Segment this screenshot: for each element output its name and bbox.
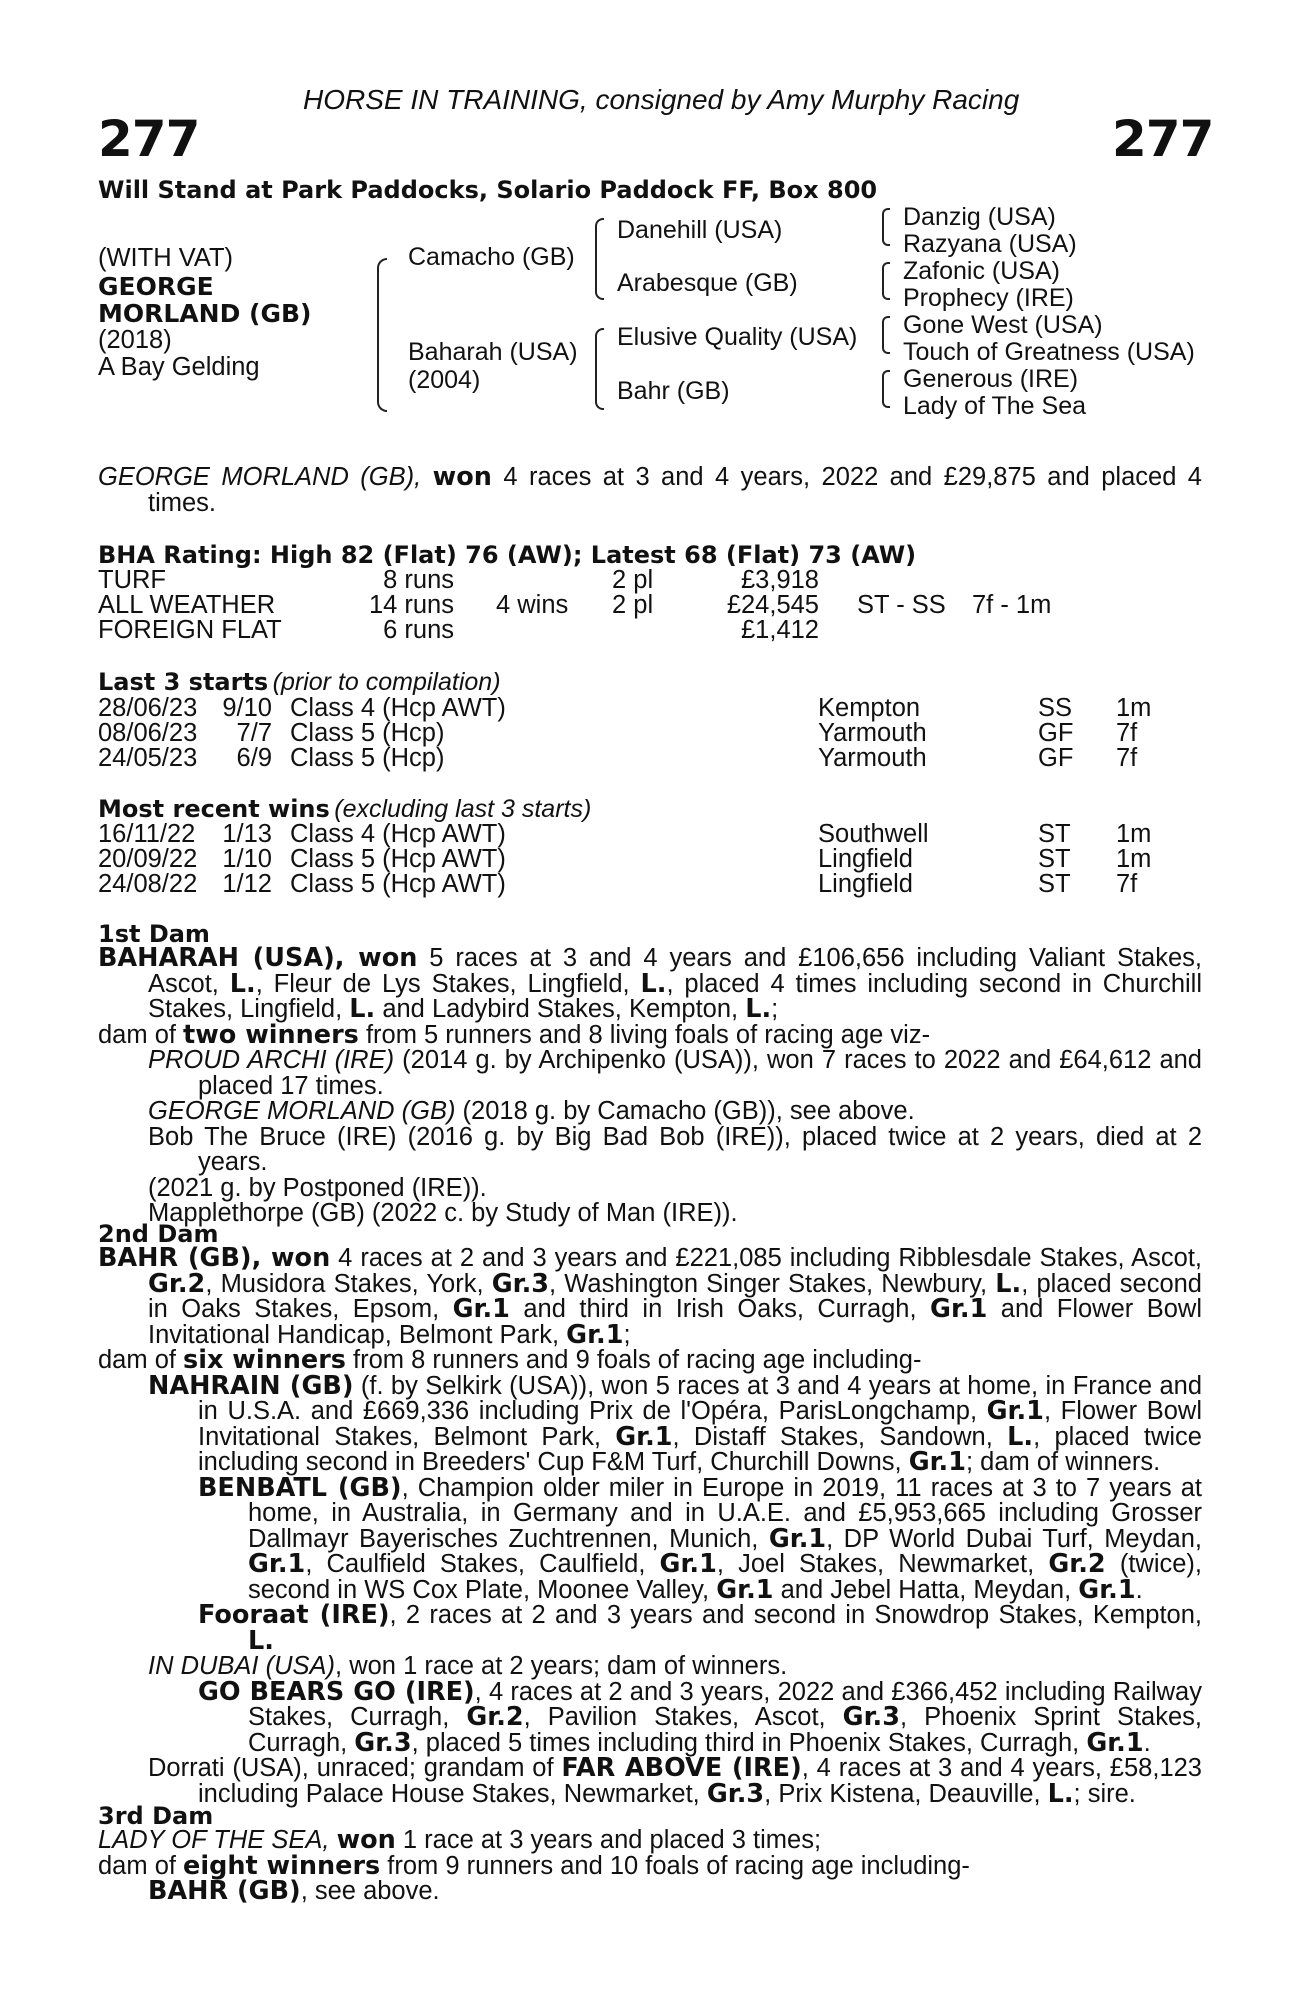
record-runs: 6 runs [383, 616, 454, 644]
recent-wins-heading: Most recent wins (excluding last 3 starts) [98, 795, 592, 823]
pedigree-brace-3b [882, 262, 890, 300]
first-dam-text: BAHARAH (USA), won 5 races at 3 and 4 years and £106,656 including Valiant Stakes, Ascot, L., Fleur de Lys Stakes, Lingfield, L., placed 4 times including second in Churchill Stakes, Lingfield, L. and Ladybird Stakes, Kempton, L.; dam of two winners from 5 runners and 8 living foals of racing age viz- PROUD ARCHI (IRE) (2014 g. by Archipenko (USA)), won 7 races to 2022 and £64,612 and placed 17 times. GEORGE MORLAND (GB) (2018 g. by Camacho (GB)), see above. Bob The Bruce (IRE) (2016 g. by Big Bad Bob (IRE)), placed twice at 2 years, died at 2 years. (2021 g. by Postponed (IRE)). Mapplethorpe (GB) (2022 c. by Study of Man (IRE)). [98, 943, 1202, 1227]
record-placed: 2 pl [612, 566, 654, 594]
record-money: £1,412 [741, 616, 819, 644]
third-dam-text: LADY OF THE SEA, won 1 race at 3 years and placed 3 times; dam of eight winners from 9 runners and 10 foals of racing age including- BAHR (GB), see above. [98, 1825, 970, 1906]
record-surface: FOREIGN FLAT [98, 616, 282, 644]
pedigree-brace-1 [377, 258, 387, 412]
vat-note: (WITH VAT) [98, 244, 234, 272]
last3-heading: Last 3 starts (prior to compilation) [98, 668, 501, 696]
record-distance: 7f - 1m [972, 591, 1052, 619]
horse-name-line2: MORLAND (GB) [98, 299, 312, 328]
grandparent-5: Gone West (USA) [903, 311, 1103, 339]
record-money: £3,918 [741, 566, 819, 594]
grandparent-2: Razyana (USA) [903, 230, 1077, 258]
pedigree-brace-3a [882, 208, 890, 246]
race-summary: GEORGE MORLAND (GB), won 4 races at 3 and 4 years, 2022 and £29,875 and placed 4 times. [98, 462, 1202, 517]
record-surface: TURF [98, 566, 166, 594]
grandparent-3: Zafonic (USA) [903, 257, 1060, 285]
pedigree-brace-3c [882, 316, 890, 354]
record-surface: ALL WEATHER [98, 591, 276, 619]
sire-sire: Danehill (USA) [617, 216, 783, 244]
pedigree-brace-2b [595, 328, 604, 410]
dam-dam: Bahr (GB) [617, 377, 730, 405]
record-placed: 2 pl [612, 591, 654, 619]
pedigree-brace-2a [595, 218, 604, 300]
third-dam-heading: 3rd Dam [98, 1802, 214, 1830]
bha-rating: BHA Rating: High 82 (Flat) 76 (AW); Latest 68 (Flat) 73 (AW) [98, 541, 917, 569]
grandparent-6: Touch of Greatness (USA) [903, 338, 1195, 366]
horse-year: (2018) [98, 326, 172, 354]
record-money: £24,545 [726, 591, 819, 619]
lot-number-right: 277 [1112, 110, 1214, 168]
horse-name-line1: GEORGE [98, 272, 214, 301]
second-dam-heading: 2nd Dam [98, 1220, 219, 1248]
record-runs: 14 runs [368, 591, 454, 619]
grandparent-8: Lady of The Sea [903, 392, 1087, 420]
catalogue-header: HORSE IN TRAINING, consigned by Amy Murphy Racing [303, 84, 1020, 115]
sire-dam: Arabesque (GB) [617, 269, 798, 297]
pedigree-brace-3d [882, 370, 890, 408]
grandparent-4: Prophecy (IRE) [903, 284, 1074, 312]
record-going: ST - SS [857, 591, 946, 619]
sire: Camacho (GB) [408, 243, 575, 271]
stand-location: Will Stand at Park Paddocks, Solario Paddock FF, Box 800 [98, 176, 878, 204]
horse-description: A Bay Gelding [98, 353, 260, 381]
dam-sire: Elusive Quality (USA) [617, 323, 858, 351]
first-dam-heading: 1st Dam [98, 920, 210, 948]
dam: Baharah (USA) [408, 338, 578, 366]
record-runs: 8 runs [383, 566, 454, 594]
lot-number-left: 277 [98, 110, 200, 168]
second-dam-text: BAHR (GB), won 4 races at 2 and 3 years and £221,085 including Ribblesdale Stakes, Ascot, Gr.2, Musidora Stakes, York, Gr.3, Washington Singer Stakes, Newbury, L., placed second in Oaks Stakes, Epsom, Gr.1 and third in Irish Oaks, Curragh, Gr.1 and Flower Bowl Invitational Handicap, Belmont Park, Gr.1; dam of six winners from 8 runners and 9 foals of racing age including- NAHRAIN (GB) (f. by Selkirk (USA)), won 5 races at 3 and 4 years at home, in France and in U.S.A. and £669,336 including Prix de l'Opéra, ParisLongchamp, Gr.1, Flower Bowl Invitational Stakes, Belmont Park, Gr.1, Distaff Stakes, Sandown, L., placed twice including second in Breeders' Cup F&M Turf, Churchill Downs, Gr.1; dam of winners. BENBATL (GB), Champion older miler in Europe in 2019, 11 races at 3 to 7 years at home, in Australia, in Germany and in U.A.E. and £5,953,665 including Grosser Dallmayr Bayerisches Zuchtrennen, Munich, Gr.1, DP World Dubai Turf, Meydan, Gr.1, Caulfield Stakes, Caulfield, Gr.1, Joel Stakes, Newmarket, Gr.2 (twice), second in WS Cox Plate, Moonee Valley, Gr.1 and Jebel Hatta, Meydan, Gr.1. Fooraat (IRE), 2 races at 2 and 3 years and second in Snowdrop Stakes, Kempton, L. IN DUBAI (USA), won 1 race at 2 years; dam of winners. GO BEARS GO (IRE), 4 races at 2 and 3 years, 2022 and £366,452 including Railway Stakes, Curragh, Gr.2, Pavilion Stakes, Ascot, Gr.3, Phoenix Sprint Stakes, Curragh, Gr.3, placed 5 times including third in Phoenix Stakes, Curragh, Gr.1. Dorrati (USA), unraced; grandam of FAR ABOVE (IRE), 4 races at 3 and 4 years, £58,123 including Palace House Stakes, Newmarket, Gr.3, Prix Kistena, Deauville, L.; sire. [98, 1243, 1203, 1809]
grandparent-1: Danzig (USA) [903, 203, 1056, 231]
record-wins: 4 wins [496, 591, 569, 619]
grandparent-7: Generous (IRE) [903, 365, 1079, 393]
dam-year: (2004) [408, 366, 481, 394]
